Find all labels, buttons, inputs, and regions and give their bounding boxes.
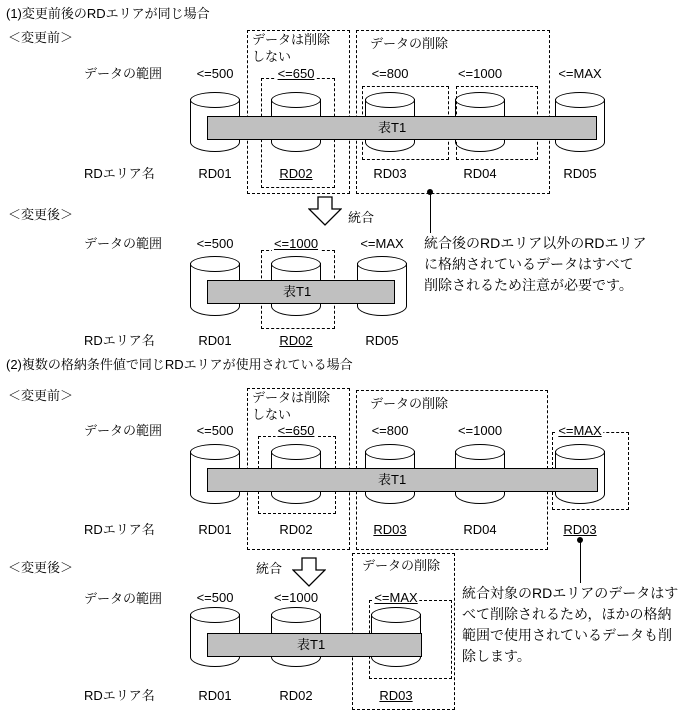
rd-area-name-label: RD04 bbox=[463, 166, 497, 181]
dashed-box-caption: データの削除 bbox=[370, 36, 449, 51]
annotation-line: 範囲で使用されているデータも削 bbox=[462, 627, 672, 643]
range-value-label: <=500 bbox=[196, 423, 234, 438]
rd-area-name-label: RD02 bbox=[279, 166, 313, 181]
cylinder-cap bbox=[190, 92, 240, 108]
dashed-box-caption: データは削除 bbox=[252, 32, 331, 47]
merge-arrow-label: 統合 bbox=[348, 210, 375, 225]
rd-area-name-label: RD04 bbox=[463, 522, 497, 537]
dashed-box-caption: しない bbox=[252, 407, 292, 422]
range-value-label: <=MAX bbox=[558, 66, 602, 81]
range-value-label: <=500 bbox=[196, 590, 234, 605]
leader-line bbox=[580, 540, 581, 583]
rd-area-name-label: RD01 bbox=[198, 688, 232, 703]
range-value-label: <=MAX bbox=[360, 236, 404, 251]
area-row-label: RDエリア名 bbox=[84, 688, 155, 703]
annotation-line: に格納されているデータはすべて bbox=[424, 256, 634, 272]
annotation-line: 削除されるため注意が必要です。 bbox=[424, 277, 633, 293]
table-name-label: 表T1 bbox=[378, 120, 407, 135]
annotation-line: べて削除されるため，ほかの格納 bbox=[462, 606, 672, 622]
range-row-label: データの範囲 bbox=[84, 66, 163, 81]
range-value-label: <=1000 bbox=[273, 236, 319, 251]
rd-area-name-label: RD05 bbox=[563, 166, 597, 181]
rd-area-name-label: RD01 bbox=[198, 166, 232, 181]
area-row-label: RDエリア名 bbox=[84, 522, 155, 537]
phase-label: ＜変更前＞ bbox=[8, 30, 74, 45]
table-name-label: 表T1 bbox=[297, 637, 326, 652]
cylinder-cap bbox=[190, 607, 240, 623]
dashed-box-caption: データの削除 bbox=[370, 396, 449, 411]
rd-area-name-label: RD03 bbox=[373, 166, 407, 181]
annotation-line: 統合後のRDエリア以外のRDエリア bbox=[424, 235, 647, 251]
range-value-label: <=500 bbox=[196, 236, 234, 251]
rd-area-name-label: RD01 bbox=[198, 522, 232, 537]
dashed-box-caption: しない bbox=[252, 49, 292, 64]
cylinder-cap bbox=[357, 256, 407, 272]
dashed-box-caption: データの削除 bbox=[362, 558, 441, 573]
merge-arrow-label: 統合 bbox=[256, 561, 283, 576]
phase-label: ＜変更前＞ bbox=[8, 388, 74, 403]
range-value-label: <=500 bbox=[196, 66, 234, 81]
merge-arrow-icon bbox=[292, 557, 326, 590]
annotation-line: 除します。 bbox=[462, 648, 531, 664]
range-value-label: <=650 bbox=[277, 423, 315, 438]
table-name-label: 表T1 bbox=[283, 284, 312, 299]
cylinder-cap bbox=[555, 92, 605, 108]
range-value-label: <=650 bbox=[277, 66, 315, 81]
phase-label: ＜変更後＞ bbox=[8, 560, 74, 575]
rd-area-name-label: RD03 bbox=[563, 522, 597, 537]
range-value-label: <=800 bbox=[371, 66, 409, 81]
cylinder-cap bbox=[271, 607, 321, 623]
annotation-line: 統合対象のRDエリアのデータはす bbox=[462, 585, 679, 601]
range-value-label: <=1000 bbox=[457, 66, 503, 81]
rd-area-name-label: RD03 bbox=[379, 688, 413, 703]
range-value-label: <=MAX bbox=[374, 590, 418, 605]
range-row-label: データの範囲 bbox=[84, 423, 163, 438]
leader-line bbox=[430, 192, 431, 233]
rd-area-name-label: RD01 bbox=[198, 333, 232, 348]
rd-area-name-label: RD03 bbox=[373, 522, 407, 537]
range-row-label: データの範囲 bbox=[84, 236, 163, 251]
rd-area-name-label: RD02 bbox=[279, 688, 313, 703]
rd-area-name-label: RD02 bbox=[279, 333, 313, 348]
phase-label: ＜変更後＞ bbox=[8, 207, 74, 222]
range-row-label: データの範囲 bbox=[84, 591, 163, 606]
cylinder-cap bbox=[190, 256, 240, 272]
rd-area-name-label: RD02 bbox=[279, 522, 313, 537]
range-value-label: <=800 bbox=[371, 423, 409, 438]
area-row-label: RDエリア名 bbox=[84, 166, 155, 181]
range-value-label: <=MAX bbox=[558, 423, 602, 438]
section2-heading: (2)複数の格納条件値で同じRDエリアが使用されている場合 bbox=[6, 357, 353, 372]
table-name-label: 表T1 bbox=[378, 472, 407, 487]
cylinder-cap bbox=[190, 444, 240, 460]
section1-heading: (1)変更前後のRDエリアが同じ場合 bbox=[6, 6, 210, 21]
area-row-label: RDエリア名 bbox=[84, 333, 155, 348]
range-value-label: <=1000 bbox=[457, 423, 503, 438]
range-value-label: <=1000 bbox=[273, 590, 319, 605]
merge-arrow-icon bbox=[308, 196, 342, 229]
rd-area-name-label: RD05 bbox=[365, 333, 399, 348]
dashed-box-caption: データは削除 bbox=[252, 390, 331, 405]
